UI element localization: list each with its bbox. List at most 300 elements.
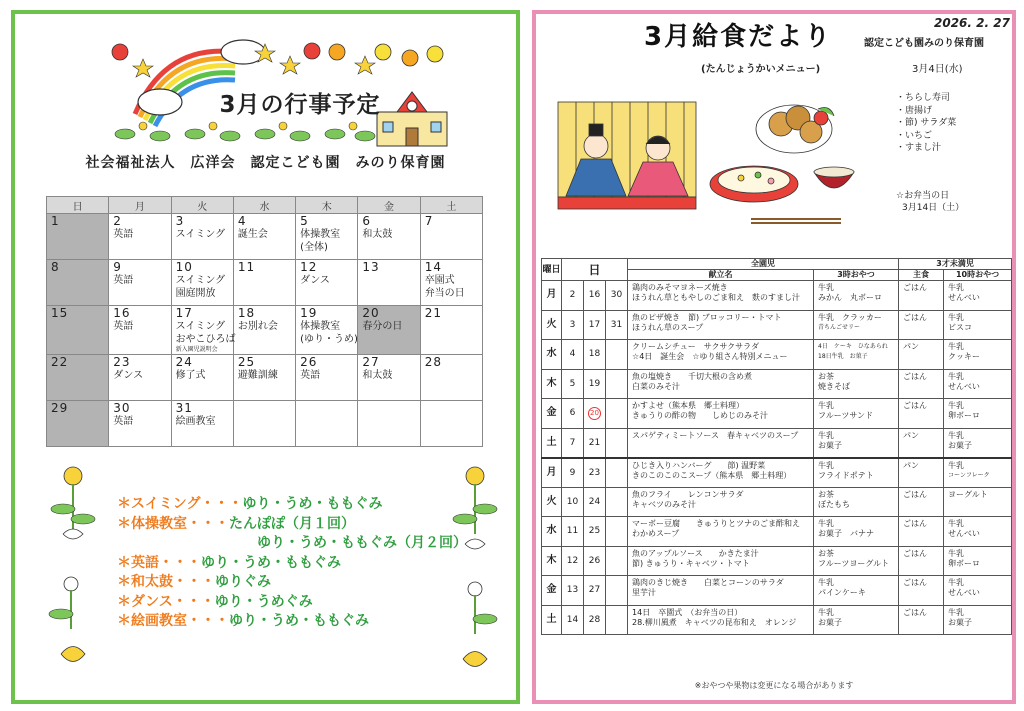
weekday-cell: 水: [542, 340, 562, 370]
legend-activity: ＊英語・・・: [117, 554, 201, 571]
header-day: 日: [562, 259, 628, 281]
date-cell: 16: [584, 281, 606, 311]
snack-line: 青ちんごせリー: [818, 323, 861, 331]
event-label: 春分の日: [362, 321, 403, 332]
snack-line: 牛乳: [818, 460, 835, 470]
date-cell: 23: [584, 458, 606, 488]
snack10-line: せんべい: [948, 588, 980, 597]
staple-cell: ごはん: [899, 517, 944, 547]
calendar-day-cell: [233, 306, 295, 355]
day-number: 30: [113, 401, 131, 415]
date-cell: 26: [584, 546, 606, 576]
snack3-cell: [814, 369, 899, 399]
balloon-icon: [112, 43, 443, 66]
snack10-cell: [944, 517, 1012, 547]
menu-cell: [628, 281, 814, 311]
header-dow: 曜日: [542, 259, 562, 281]
calendar-day-cell: [358, 401, 420, 447]
weekday-cell: 木: [542, 546, 562, 576]
snack10-cell: [944, 458, 1012, 488]
staple-cell: パン: [899, 340, 944, 370]
hina-doll-icon: [558, 102, 696, 209]
menu-line: わかめスープ: [632, 529, 680, 538]
footer-note: ※おやつや果物は変更になる場合があります: [694, 681, 854, 690]
menu-row: [542, 281, 1012, 311]
staple-cell: ごはん: [899, 546, 944, 576]
menu-cell: [628, 310, 814, 340]
event-label: お別れ会: [237, 321, 278, 332]
calendar-day-cell: [109, 214, 171, 260]
snack-line: お菓子: [818, 440, 843, 450]
date-cell: 6: [562, 399, 584, 429]
birthday-menu-list: [896, 92, 956, 155]
legend-row: [117, 593, 467, 613]
snack3-cell: [814, 605, 899, 635]
calendar-day-cell: [420, 401, 482, 447]
date-cell: 2: [562, 281, 584, 311]
date-cell: 3: [562, 310, 584, 340]
event-label: 英語: [113, 275, 134, 286]
header-menu: 献立名: [628, 270, 814, 281]
birthday-menu-item: ・ちらし寿司: [896, 93, 951, 103]
dandelion-left-icon: [43, 464, 103, 684]
snack-line: 牛乳 クラッカー: [818, 312, 882, 322]
snack-line: お茶: [818, 548, 835, 558]
date-cell: 18: [584, 340, 606, 370]
date-cell: 14: [562, 605, 584, 635]
calendar-day-cell: [171, 260, 233, 306]
calendar-day-cell: [358, 260, 420, 306]
menu-line: 魚のピザ焼き 節) ブロッコリー・トマト: [632, 312, 782, 322]
calendar-day-cell: [420, 260, 482, 306]
birthday-date: 3月4日(水): [912, 64, 963, 75]
legend-classes: ゆり・うめ・ももぐみ: [201, 554, 341, 571]
staple-cell: パン: [899, 458, 944, 488]
date-cell: [606, 399, 628, 429]
snack10-cell: [944, 546, 1012, 576]
menu-cell: [628, 428, 814, 458]
snack10-line: ビスコ: [948, 322, 973, 332]
snack10-line: お菓子: [948, 440, 973, 450]
hinamatsuri-illustration: [536, 74, 896, 244]
day-number: 22: [51, 355, 69, 369]
calendar-day-cell: [109, 260, 171, 306]
snack10-line: 牛乳: [948, 430, 965, 440]
staple-cell: ごはん: [899, 369, 944, 399]
snack3-cell: [814, 281, 899, 311]
staple-cell: ごはん: [899, 576, 944, 606]
menu-row: [542, 428, 1012, 458]
class-legend: [117, 495, 467, 632]
header-snack3: 3時おやつ: [814, 270, 899, 281]
snack10-line: コーンフレーク: [948, 471, 990, 479]
snack10-line: ヨーグルト: [948, 489, 988, 499]
weekday-cell: 木: [542, 369, 562, 399]
day-number: 13: [362, 260, 380, 274]
snack-line: 牛乳: [818, 607, 835, 617]
legend-row: [117, 495, 467, 515]
menu-row: [542, 517, 1012, 547]
date-cell: [606, 576, 628, 606]
snack-line: お菓子 バナナ: [818, 529, 875, 538]
menu-row: [542, 546, 1012, 576]
snack10-cell: [944, 310, 1012, 340]
event-label: 英語: [113, 229, 134, 240]
day-number: 25: [237, 355, 256, 369]
day-number: 2: [113, 214, 122, 228]
menu-row: [542, 458, 1012, 488]
snack10-line: 牛乳: [948, 283, 965, 292]
snack10-line: 牛乳: [948, 460, 965, 470]
snack3-cell: [814, 517, 899, 547]
snack10-line: 牛乳: [948, 519, 965, 528]
day-number: 24: [175, 355, 193, 369]
day-number: 10: [175, 260, 193, 274]
day-number: 3: [175, 214, 185, 228]
snack-line: 4日 ケーキ ひなあられ: [818, 343, 888, 350]
header-all-children: 全園児: [628, 259, 899, 270]
menu-line: クリームシチュー サクサクサラダ: [632, 342, 760, 351]
event-label: (ゆり・うめ): [300, 334, 358, 345]
menu-line: 魚のアップルソース かきたま汁: [632, 548, 759, 558]
chopsticks-icon: [751, 219, 841, 223]
issue-date: 2026. 2. 27: [934, 16, 1010, 30]
event-label: 英語: [113, 416, 134, 427]
calendar-day-cell: [47, 401, 109, 447]
lunch-menu-table: [541, 258, 1012, 635]
menu-row: [542, 369, 1012, 399]
event-label-small: 新入園児説明会: [175, 346, 218, 353]
event-label: スイミング: [175, 229, 226, 240]
calendar-day-cell: [358, 214, 420, 260]
snack10-line: お菓子: [948, 617, 973, 627]
day-number: 7: [424, 214, 434, 228]
snack-line: みかん 丸ボーロ: [818, 293, 883, 302]
soup-bowl-icon: [814, 167, 854, 188]
date-cell: 19: [584, 369, 606, 399]
legend-classes: ゆり・うめ・ももぐみ（月２回）: [257, 535, 467, 551]
menu-cell: [628, 369, 814, 399]
menu-line: 28.柳川風煮 キャベツの昆布和え オレンジ: [632, 617, 797, 627]
weekday-cell: 水: [542, 517, 562, 547]
calendar-week-row: [47, 401, 483, 447]
day-number: 29: [51, 401, 69, 415]
event-label: 卒園式: [424, 275, 455, 286]
date-cell: [584, 399, 606, 429]
snack10-cell: [944, 340, 1012, 370]
menu-line: ほうれん草ともやしのごま和え 麩のすまし汁: [632, 293, 801, 302]
birthday-menu-item: ・いちご: [896, 130, 933, 141]
event-label: 避難訓練: [237, 370, 278, 381]
snack-line: 牛乳: [818, 430, 835, 440]
organization-name: 社会福祉法人 広洋会 認定こども園 みのり保育園: [85, 155, 446, 171]
snack10-line: 卵ボーロ: [948, 411, 981, 420]
calendar-day-cell: [171, 401, 233, 447]
bento-date: 3月14日（土）: [902, 203, 965, 213]
day-number: 14: [424, 260, 442, 274]
calendar-week-row: [47, 355, 483, 401]
snack-line: 牛乳: [818, 578, 835, 587]
calendar-day-cell: [171, 306, 236, 355]
snack-line: 牛乳: [818, 519, 835, 528]
calendar-day-cell: [47, 355, 109, 401]
date-cell: 17: [584, 310, 606, 340]
event-label: ダンス: [300, 275, 330, 286]
calendar-day-cell: [358, 306, 420, 355]
snack10-line: せんべい: [948, 529, 980, 538]
menu-cell: [628, 517, 814, 547]
calendar-day-cell: [358, 355, 420, 401]
menu-line: 白菜のみそ汁: [632, 381, 681, 391]
day-number: 1: [51, 214, 60, 228]
snack-line: フライドポテト: [818, 470, 874, 480]
day-number: 16: [113, 306, 131, 320]
weekday-header: 水: [233, 197, 295, 214]
event-label: 修了式: [175, 370, 206, 381]
event-label: スイミング: [175, 321, 226, 332]
legend-activity: ＊絵画教室・・・: [117, 613, 229, 629]
calendar-week-row: [47, 214, 483, 260]
legend-classes: ゆりぐみ: [215, 574, 271, 590]
date-cell: [606, 458, 628, 488]
calendar-day-cell: [296, 355, 358, 401]
day-number: 4: [237, 214, 247, 228]
bento-title: ☆お弁当の日: [896, 191, 950, 201]
day-number: 23: [113, 355, 131, 369]
day-number: 9: [113, 260, 122, 274]
snack3-cell: [814, 340, 899, 370]
menu-line: 魚のフライ レンコンサラダ: [632, 489, 744, 499]
legend-row: [117, 573, 467, 593]
day-number: 31: [175, 401, 193, 415]
snack3-cell: [814, 310, 899, 340]
calendar-day-cell: [233, 260, 295, 306]
menu-line: ほうれん草のスープ: [632, 322, 704, 332]
legend-classes: ゆり・うめ・ももぐみ: [242, 496, 383, 512]
weekday-cell: 土: [542, 605, 562, 635]
snack-line: お茶: [818, 489, 835, 499]
weekday-header: 木: [296, 197, 358, 214]
lunch-title: 3月給食だより: [644, 22, 833, 52]
event-label: ダンス: [113, 370, 144, 381]
legend-row: [117, 534, 467, 554]
menu-row: [542, 340, 1012, 370]
snack3-cell: [814, 546, 899, 576]
legend-row: [117, 515, 467, 535]
date-cell: 7: [562, 428, 584, 458]
legend-row: [117, 554, 467, 574]
snack10-line: 牛乳: [948, 548, 965, 558]
calendar-day-cell: [109, 355, 171, 401]
legend-classes: ゆり・うめぐみ: [214, 593, 313, 610]
calendar-day-cell: [233, 214, 295, 260]
snack-line: 牛乳: [818, 283, 835, 292]
snack10-line: クッキー: [948, 352, 981, 361]
event-label: 弁当の日: [424, 288, 465, 299]
event-label: 体操教室: [300, 229, 341, 240]
calendar-day-cell: [109, 306, 171, 355]
day-number: 12: [300, 260, 318, 274]
weekday-header: 日: [47, 197, 109, 214]
day-number: 28: [424, 355, 442, 369]
menu-cell: [628, 605, 814, 635]
snack10-line: せんべい: [948, 293, 980, 302]
menu-cell: [628, 546, 814, 576]
calendar-day-cell: [420, 306, 482, 355]
event-label: 和太鼓: [362, 370, 393, 381]
event-label: 英語: [300, 370, 321, 381]
date-cell: 11: [562, 517, 584, 547]
snack-line: 牛乳: [818, 401, 835, 410]
day-number: 15: [51, 306, 69, 320]
event-label: 誕生会: [237, 229, 268, 240]
lunch-menu-panel: [532, 10, 1016, 704]
header-staple: 主食: [899, 270, 944, 281]
date-cell: 9: [562, 458, 584, 488]
snack-line: フルーツサンド: [818, 411, 873, 420]
holiday-date-badge: 20: [588, 407, 601, 420]
snack10-line: 牛乳: [948, 312, 965, 322]
calendar-day-cell: [233, 355, 295, 401]
karaage-icon: [756, 105, 834, 153]
calendar-weekday-row: [47, 197, 483, 214]
snack3-cell: [814, 487, 899, 517]
event-label: 絵画教室: [175, 416, 216, 427]
legend-row: [117, 612, 467, 632]
calendar-week-row: [47, 306, 483, 355]
date-cell: 5: [562, 369, 584, 399]
calendar-day-cell: [296, 306, 358, 355]
date-cell: [606, 369, 628, 399]
event-label: (全体): [300, 242, 328, 253]
event-label: 英語: [113, 321, 134, 332]
menu-line: 節) きゅうり・キャベツ・トマト: [632, 558, 750, 568]
weekday-header: 土: [420, 197, 482, 214]
day-number: 27: [362, 355, 380, 369]
menu-header-row-1: [542, 259, 1012, 270]
staple-cell: ごはん: [899, 281, 944, 311]
birthday-menu-item: ・唐揚げ: [896, 105, 933, 116]
snack-line: 18日牛乳 お菓子: [818, 353, 868, 360]
bento-day-note: [896, 190, 964, 214]
calendar-day-cell: [296, 401, 358, 447]
date-cell: 21: [584, 428, 606, 458]
event-schedule-panel: [11, 10, 520, 704]
menu-line: キャベツのみそ汁: [632, 499, 697, 509]
staple-cell: ごはん: [899, 310, 944, 340]
date-cell: 25: [584, 517, 606, 547]
menu-row: [542, 576, 1012, 606]
date-cell: [606, 546, 628, 576]
date-cell: 30: [606, 281, 628, 311]
menu-row: [542, 399, 1012, 429]
date-cell: 24: [584, 487, 606, 517]
calendar-day-cell: [233, 401, 295, 447]
weekday-header: 金: [358, 197, 420, 214]
staple-cell: パン: [899, 428, 944, 458]
snack-line: お菓子: [818, 617, 843, 627]
calendar-day-cell: [47, 214, 109, 260]
menu-line: きゅうりの酢の物 しめじのみそ汁: [632, 411, 769, 420]
legend-classes: ゆり・うめ・ももぐみ: [229, 613, 369, 629]
chirashi-sushi-icon: [710, 166, 798, 202]
day-number: 19: [300, 306, 318, 320]
snack10-cell: [944, 281, 1012, 311]
date-cell: [606, 517, 628, 547]
snack10-line: せんべい: [948, 381, 980, 391]
weekday-cell: 月: [542, 281, 562, 311]
menu-line: かすよせ（熊本県 郷土料理）: [632, 401, 745, 410]
menu-row: [542, 310, 1012, 340]
menu-cell: [628, 340, 814, 370]
menu-line: 里芋汁: [632, 588, 657, 597]
weekday-cell: 火: [542, 310, 562, 340]
calendar-day-cell: [47, 306, 109, 355]
schedule-title: 3月の行事予定: [219, 92, 381, 118]
day-number: 26: [300, 355, 318, 369]
menu-line: マーボー豆腐 きゅうりとツナのごま酢和え: [632, 519, 801, 528]
menu-cell: [628, 458, 814, 488]
menu-line: 鶏肉のみそマヨネーズ焼き: [632, 283, 728, 292]
menu-row: [542, 605, 1012, 635]
snack-line: パインケーキ: [818, 588, 866, 597]
calendar-day-cell: [420, 214, 482, 260]
snack10-cell: [944, 428, 1012, 458]
birthday-subtitle: (たんじょうかいメニュー): [701, 64, 821, 75]
snack10-cell: [944, 369, 1012, 399]
event-label: 体操教室: [300, 321, 341, 332]
staple-cell: ごはん: [899, 399, 944, 429]
calendar-day-cell: [296, 260, 358, 306]
date-cell: 28: [584, 605, 606, 635]
event-label: 園庭開放: [175, 288, 216, 299]
calendar-day-cell: [420, 355, 482, 401]
snack3-cell: [814, 428, 899, 458]
day-number: 20: [362, 306, 380, 320]
menu-cell: [628, 487, 814, 517]
calendar-day-cell: [171, 355, 233, 401]
menu-cell: [628, 399, 814, 429]
weekday-cell: 金: [542, 576, 562, 606]
snack10-line: 牛乳: [948, 607, 965, 617]
day-number: 5: [300, 214, 309, 228]
event-label: スイミング: [175, 275, 226, 286]
snack3-cell: [814, 576, 899, 606]
menu-line: 魚の塩焼き 千切大根の含め煮: [632, 371, 753, 381]
snack10-line: 卵ボーロ: [948, 558, 981, 568]
weekday-header: 月: [109, 197, 171, 214]
snack10-line: 牛乳: [948, 342, 965, 351]
day-number: 21: [424, 306, 442, 320]
header-under3: 3才未満児: [899, 259, 1012, 270]
birthday-menu-item: ・節) サラダ菜: [896, 118, 957, 128]
menu-row: [542, 487, 1012, 517]
day-number: 18: [237, 306, 256, 320]
staple-cell: ごはん: [899, 605, 944, 635]
snack10-cell: [944, 576, 1012, 606]
menu-line: ☆4日 誕生会 ☆ゆり組さん特別メニュー: [632, 352, 788, 361]
date-cell: [606, 487, 628, 517]
weekday-cell: 火: [542, 487, 562, 517]
date-cell: 31: [606, 310, 628, 340]
event-label: おやこひろば: [175, 334, 236, 345]
snack10-cell: [944, 399, 1012, 429]
snack10-line: 牛乳: [948, 371, 965, 381]
date-cell: [606, 428, 628, 458]
snack3-cell: [814, 458, 899, 488]
date-cell: [606, 340, 628, 370]
date-cell: 13: [562, 576, 584, 606]
